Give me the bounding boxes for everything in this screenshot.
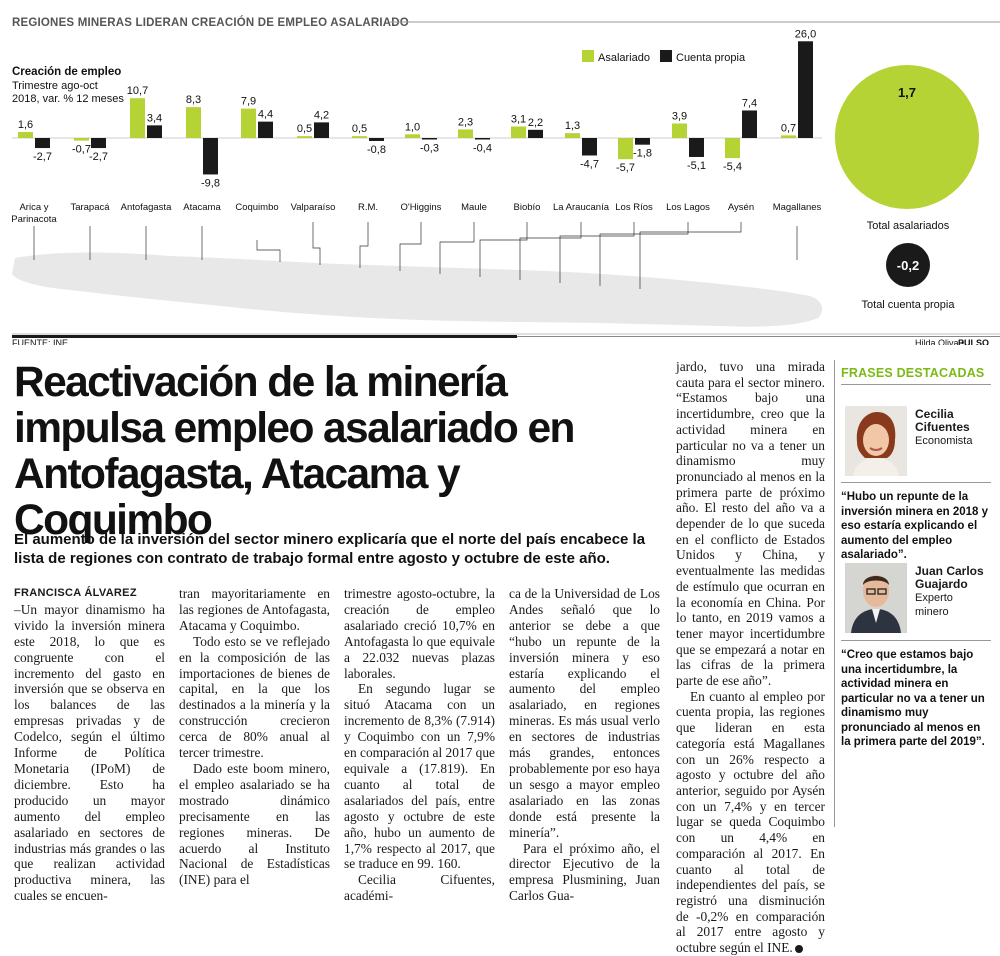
paragraph: Para el próximo año, el director Ejecutivo de la empresa Plusmining, Juan Carlos Gua- [509, 840, 660, 904]
data-label: 0,5 [351, 123, 368, 136]
article-headline: Reactivación de la minería impulsa empleo asalariado en Antofagasta, Atacama y Coquimbo [14, 359, 574, 544]
sidebar-title: FRASES DESTACADAS [841, 366, 985, 380]
chart-credit-name: Hilda Oliva • [915, 338, 965, 345]
person-role-line-2: minero [915, 606, 949, 618]
portrait-woman-icon [845, 406, 907, 476]
data-label: 3,9 [671, 110, 688, 123]
data-label: 10,7 [126, 85, 149, 98]
sidebar-title-rule [841, 384, 991, 385]
data-label: 0,7 [780, 122, 797, 135]
data-label: -1,8 [633, 147, 652, 160]
data-label: -5,1 [687, 159, 706, 172]
paragraph [676, 689, 825, 956]
data-label: 4,4 [257, 108, 274, 121]
data-label: 8,3 [185, 94, 202, 107]
avatar-juan-carlos-guajardo [845, 563, 907, 633]
quote-2: “Creo que estamos bajo una incertidumbre, la actividad minera en particular no va a tener un dinamismo muy pronunciado al menos en la primera parte del 2019”. [841, 649, 985, 748]
data-label: 0,5 [296, 123, 313, 136]
data-label: -5,4 [723, 161, 742, 174]
bar-cuenta-propia [203, 138, 218, 174]
data-label: -4,7 [580, 158, 599, 171]
total-cuenta-propia-value: -0,2 [896, 258, 920, 273]
bar-cuenta-propia [369, 138, 384, 141]
data-label: 4,2 [313, 109, 330, 122]
legend-label-cuenta-propia: Cuenta propia [676, 52, 746, 64]
paragraph: –Un mayor dinamismo ha vivido la inversión minera este 2018, lo que es congruente con el incremento del gasto en inversión que se observa en los balances de las empresas privadas y de Codelco, según el último Informe de Política Monetaria (IPoM) de diciembre. Esto ha producido un mayor aumento del empleo asalariado en sectores de industrias más grandes o las que realizan actividad productiva minera, las cuales se encuen- [14, 601, 165, 904]
leader-line [360, 222, 368, 268]
category-label: O'Higgins [400, 202, 442, 213]
data-label: 3,4 [146, 112, 163, 125]
bar-cuenta-propia [582, 138, 597, 155]
paragraph: tran mayoritariamente en las regiones de Antofagasta, Atacama y Coquimbo. [179, 586, 330, 633]
paragraph: Cecilia Cifuentes, académi- [344, 872, 495, 904]
paragraph: Dado este boom minero, el empleo asalariado se ha mostrado dinámico precisamente en las regiones mineras. De acuerdo al Instituto Nacional de Estadísticas (INE) para el [179, 760, 330, 888]
bar-asalariado [672, 123, 687, 138]
data-label: 26,0 [794, 28, 817, 41]
bar-cuenta-propia [314, 122, 329, 138]
bar-asalariado [297, 136, 312, 138]
bar-asalariado [352, 136, 367, 138]
data-label: 1,3 [564, 120, 581, 133]
data-label: -0,8 [367, 143, 386, 156]
separator-right [517, 336, 1000, 337]
bar-cuenta-propia [798, 41, 813, 138]
portrait-man-icon [845, 563, 907, 633]
category-label: Tarapacá [70, 202, 110, 213]
person-role: Economista [915, 435, 973, 447]
bar-cuenta-propia [475, 138, 490, 140]
category-label: Valparaíso [290, 202, 336, 213]
paragraph: jardo, tuvo una mirada cauta para el sector minero. “Estamos bajo una incertidumbre, creo que la actividad minera en particular no va a tener un dinamismo muy pronunciado al menos en la primera parte de próximo año. El resto del año va a depender de lo que suceda en el conflicto de Estados Unidos y China, y eventualmente las medidas de estímulo que ocurran en la economía en China. Por lo tanto, en 2019 vamos a tener mayor incertidumbre que se empezará a notar en las cifras de la primera parte de ese año”. [676, 359, 825, 689]
bar-asalariado [781, 135, 796, 138]
paragraph: trimestre agosto-octubre, la creación de empleo asalariado creció 10,7% en Antofagasta lo que equivale a 22.032 nuevas plazas laborales. [344, 586, 495, 681]
paragraph: En segundo lugar se situó Atacama con un incremento de 8,3% (7.914) y Coquimbo con un 7,9% en comparación al 2017 que equivale a (17.819). En cuanto al total de asalariados del país, entre agosto y octubre de este año, hubo un aumento de 1,7% respecto al 2017, que se traduce en 99. 160. [344, 681, 495, 872]
bar-asalariado [405, 134, 420, 138]
data-label: 2,3 [457, 116, 474, 129]
bar-cuenta-propia [422, 138, 437, 140]
leader-line [400, 222, 421, 271]
article-column-5 [676, 359, 825, 956]
bar-cuenta-propia [147, 125, 162, 138]
bar-asalariado [618, 138, 633, 159]
bar-asalariado [458, 129, 473, 138]
quote-1: “Hubo un repunte de la inversión minera en 2018 y eso estaría explicando el aumento del empleo asalariado”. [841, 491, 989, 561]
category-label: Atacama [183, 202, 221, 213]
chile-map-silhouette [12, 253, 822, 327]
category-label: Magallanes [772, 202, 822, 213]
article-column-4 [509, 586, 660, 904]
end-of-article-icon [795, 945, 803, 953]
bar-cuenta-propia [528, 130, 543, 138]
sidebar-rule [834, 360, 835, 827]
paragraph-text: En cuanto al empleo por cuenta propia, las regiones que lideran en esta categoría está Magallanes con un 26% respecto a agosto y octubre del año anterior, seguido por Aysén con un 7,4% y en tercer lugar se queda Coquimbo con un 4,4% en comparación al 2017. En cuanto al total de independientes del país, se registró una disminución de -0,2% en comparación al 2017 entre agosto y octubre según el INE. [676, 688, 825, 956]
avatar-cecilia-cifuentes [845, 406, 907, 476]
chart-source: FUENTE: INE [12, 338, 69, 345]
category-label: Arica y Parinacota [11, 202, 57, 225]
leader-line [313, 222, 320, 265]
paragraph: Todo esto se ve reflejado en la composición de las importaciones de bienes de capital, en la que los destinados a la minería y la construcción crecieron cerca de 80% anual al tercer trimestre. [179, 633, 330, 761]
article-column-1 [14, 586, 165, 904]
bar-asalariado [186, 107, 201, 138]
data-label: -0,3 [420, 142, 439, 155]
bar-cuenta-propia [742, 110, 757, 138]
data-label: -5,7 [616, 162, 635, 175]
category-label: Coquimbo [235, 202, 279, 213]
data-label: 2,2 [527, 116, 544, 129]
chart-subtitle-title: Creación de empleo [12, 66, 122, 78]
article-deck: El aumento de la inversión del sector minero explicaría que el norte del país encabece la lista de regiones con contrato de trabajo formal entre agosto y octubre de este año. [14, 531, 646, 567]
total-asalariados-label: Total asalariados [866, 220, 950, 232]
quote-rule-2 [841, 640, 991, 641]
category-label: Antofagasta [120, 202, 172, 213]
bar-asalariado [18, 132, 33, 138]
data-label: -9,8 [201, 177, 220, 190]
bar-asalariado [511, 126, 526, 138]
employment-chart [0, 0, 1000, 345]
data-label: -2,7 [89, 151, 108, 164]
category-label: R.M. [357, 202, 379, 213]
data-label: 7,4 [741, 97, 758, 110]
bar-cuenta-propia [35, 138, 50, 148]
total-asalariados-value: 1,7 [897, 85, 917, 100]
category-label: La Araucanía [553, 202, 609, 213]
bar-asalariado [565, 133, 580, 138]
category-label: Maule [461, 202, 487, 213]
legend-swatch-cuenta-propia [660, 50, 672, 62]
bar-asalariado [74, 138, 89, 141]
data-label: -0,7 [72, 143, 91, 156]
chart-title: REGIONES MINERAS LIDERAN CREACIÓN DE EMPLEO ASALARIADO [12, 17, 409, 29]
chart-subtitle-line-2: 2018, var. % 12 meses [12, 93, 124, 105]
separator-left [12, 335, 517, 338]
total-cuenta-propia-label: Total cuenta propia [861, 299, 955, 311]
bar-asalariado [241, 109, 256, 138]
person-name-line-1: Cecilia [915, 407, 954, 421]
data-label: 1,6 [17, 119, 34, 132]
leader-line [440, 222, 474, 274]
person-2-info [915, 565, 984, 619]
bar-asalariado [725, 138, 740, 158]
bar-cuenta-propia [91, 138, 106, 148]
legend-label-asalariado: Asalariado [598, 52, 650, 64]
bar-cuenta-propia [635, 138, 650, 145]
paragraph: ca de la Universidad de Los Andes señaló que lo anterior se debe a que “hubo un repunte de la inversión minera y eso estaría explicando el aumento del empleo asalariado, en regiones mineras. Es más usual verlo en sectores de industrias más grandes, entonces probablemente por eso haya un sesgo a mayor empleo asalariado en las zonas donde está presente la minería”. [509, 586, 660, 840]
article-column-3 [344, 586, 495, 904]
byline: FRANCISCA ÁLVAREZ [14, 587, 137, 599]
person-name-line-2: Guajardo [915, 577, 968, 591]
chart-subtitle-line-1: Trimestre ago-oct [12, 80, 98, 92]
chart-credit-brand: PULSO [958, 338, 990, 345]
data-label: 7,9 [240, 95, 257, 108]
person-1-info [915, 408, 972, 448]
bar-cuenta-propia [689, 138, 704, 157]
category-label: Los Ríos [615, 202, 653, 213]
data-label: -0,4 [473, 142, 492, 155]
data-label: 1,0 [404, 121, 421, 134]
data-label: -2,7 [33, 151, 52, 164]
category-label: Los Lagos [666, 202, 710, 213]
legend-swatch-asalariado [582, 50, 594, 62]
person-role-line-1: Experto [915, 592, 953, 604]
quote-rule-1 [841, 482, 991, 483]
category-label: Biobío [513, 202, 541, 213]
article-column-2 [179, 586, 330, 888]
category-label: Aysén [727, 202, 755, 213]
data-label: 3,1 [510, 113, 527, 126]
bar-asalariado [130, 98, 145, 138]
bar-cuenta-propia [258, 122, 273, 138]
leader-line [257, 240, 280, 262]
person-name-line-1: Juan Carlos [915, 564, 984, 578]
person-name-line-2: Cifuentes [915, 420, 970, 434]
